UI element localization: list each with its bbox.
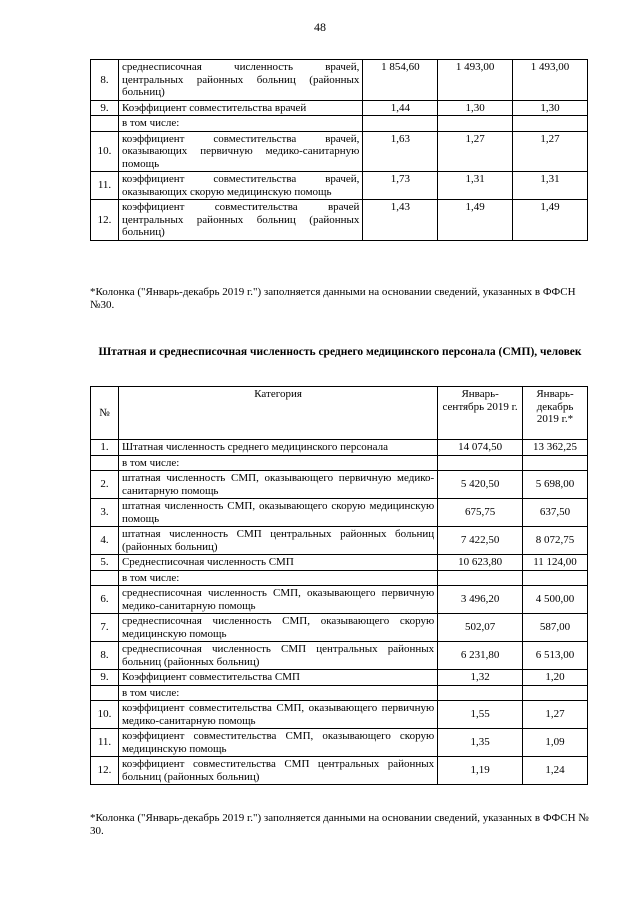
value-cell: 1,24: [523, 757, 588, 785]
value-cell: 1,09: [523, 729, 588, 757]
row-number: 4.: [91, 527, 119, 555]
row-number: 6.: [91, 586, 119, 614]
table-header-row: [91, 387, 588, 440]
value-cell: 6 231,80: [438, 642, 523, 670]
row-label: в том числе:: [118, 570, 437, 586]
table-row: [91, 200, 588, 241]
value-cell: 13 362,25: [523, 440, 588, 456]
nursing-staff-table: [90, 386, 588, 785]
value-cell: 11 124,00: [523, 555, 588, 571]
row-number: 5.: [91, 555, 119, 571]
value-cell: 1,63: [363, 131, 438, 172]
row-label: коэффициент совместительства врачей, оказывающих первичную медико-санитарную помощь: [118, 131, 362, 172]
table-row: [91, 586, 588, 614]
value-cell: [513, 116, 588, 132]
row-number: 8.: [91, 60, 119, 101]
row-number: 8.: [91, 642, 119, 670]
table-row: [91, 499, 588, 527]
value-cell: 1,27: [513, 131, 588, 172]
value-cell: 1,19: [438, 757, 523, 785]
table-row: [91, 116, 588, 132]
footnote-2: *Колонка ("Январь-декабрь 2019 г.") заполняется данными на основании сведений, указанных в ФФСН № 30.: [90, 812, 589, 837]
value-cell: [523, 685, 588, 701]
value-cell: 1,32: [438, 670, 523, 686]
row-label: коэффициент совместительства врачей центральных районных больниц (районных больниц): [118, 200, 362, 241]
table-row: [91, 172, 588, 200]
value-cell: 587,00: [523, 614, 588, 642]
row-label: среднесписочная численность СМП, оказывающего первичную медико-санитарную помощь: [118, 586, 437, 614]
row-number: 10.: [91, 131, 119, 172]
value-cell: 1,55: [438, 701, 523, 729]
table-row: [91, 60, 588, 101]
table-row: [91, 527, 588, 555]
header-col1: Январь-сентябрь 2019 г.: [438, 387, 523, 440]
value-cell: [438, 685, 523, 701]
row-number: 11.: [91, 172, 119, 200]
table-row: [91, 701, 588, 729]
value-cell: 1 854,60: [363, 60, 438, 101]
table-row: [91, 555, 588, 571]
value-cell: [438, 455, 523, 471]
row-label: коэффициент совместительства врачей, оказывающих скорую медицинскую помощь: [118, 172, 362, 200]
value-cell: 1,44: [363, 100, 438, 116]
table-row: [91, 471, 588, 499]
value-cell: 502,07: [438, 614, 523, 642]
row-number: 12.: [91, 757, 119, 785]
physicians-table: [90, 59, 588, 241]
table-row: [91, 440, 588, 456]
value-cell: 3 496,20: [438, 586, 523, 614]
row-number: 11.: [91, 729, 119, 757]
row-number: 3.: [91, 499, 119, 527]
header-col2: Январь-декабрь 2019 г.*: [523, 387, 588, 440]
row-label: коэффициент совместительства СМП, оказывающего скорую медицинскую помощь: [118, 729, 437, 757]
value-cell: 7 422,50: [438, 527, 523, 555]
table-row: [91, 670, 588, 686]
row-label: в том числе:: [118, 455, 437, 471]
value-cell: [523, 570, 588, 586]
row-number: 9.: [91, 670, 119, 686]
value-cell: [363, 116, 438, 132]
value-cell: 1,49: [438, 200, 513, 241]
row-label: коэффициент совместительства СМП центральных районных больниц (районных больниц): [118, 757, 437, 785]
row-label: штатная численность СМП, оказывающего первичную медико-санитарную помощь: [118, 471, 437, 499]
row-number: 7.: [91, 614, 119, 642]
row-number: [91, 455, 119, 471]
value-cell: 1,30: [513, 100, 588, 116]
row-label: в том числе:: [118, 685, 437, 701]
row-number: [91, 685, 119, 701]
value-cell: 1,20: [523, 670, 588, 686]
value-cell: 6 513,00: [523, 642, 588, 670]
value-cell: 5 420,50: [438, 471, 523, 499]
section-heading: Штатная и среднесписочная численность среднего медицинского персонала (СМП), человек: [98, 346, 582, 358]
page-number: 48: [314, 20, 326, 34]
value-cell: 675,75: [438, 499, 523, 527]
row-number: 10.: [91, 701, 119, 729]
value-cell: 1,73: [363, 172, 438, 200]
table-row: [91, 757, 588, 785]
footnote-1: *Колонка ("Январь-декабрь 2019 г.") заполняется данными на основании сведений, указанных в ФФСН №30.: [90, 286, 576, 311]
row-number: 12.: [91, 200, 119, 241]
value-cell: 4 500,00: [523, 586, 588, 614]
table-row: [91, 131, 588, 172]
table-row: [91, 100, 588, 116]
row-label: Коэффициент совместительства врачей: [118, 100, 362, 116]
table-row: [91, 685, 588, 701]
row-label: среднесписочная численность врачей, центральных районных больниц (районных больниц): [118, 60, 362, 101]
value-cell: 1,27: [438, 131, 513, 172]
value-cell: 1,35: [438, 729, 523, 757]
value-cell: [523, 455, 588, 471]
row-label: среднесписочная численность СМП центральных районных больниц (районных больниц): [118, 642, 437, 670]
table-row: [91, 729, 588, 757]
value-cell: 1 493,00: [513, 60, 588, 101]
row-number: 1.: [91, 440, 119, 456]
value-cell: 1 493,00: [438, 60, 513, 101]
value-cell: 1,27: [523, 701, 588, 729]
row-label: штатная численность СМП, оказывающего скорую медицинскую помощь: [118, 499, 437, 527]
value-cell: [438, 116, 513, 132]
table-row: [91, 642, 588, 670]
table-row: [91, 570, 588, 586]
row-label: Коэффициент совместительства СМП: [118, 670, 437, 686]
value-cell: 637,50: [523, 499, 588, 527]
row-number: [91, 116, 119, 132]
value-cell: 1,31: [513, 172, 588, 200]
row-label: среднесписочная численность СМП, оказывающего скорую медицинскую помощь: [118, 614, 437, 642]
value-cell: 1,30: [438, 100, 513, 116]
table-row: [91, 614, 588, 642]
row-label: коэффициент совместительства СМП, оказывающего первичную медико-санитарную помощь: [118, 701, 437, 729]
row-number: [91, 570, 119, 586]
row-label: штатная численность СМП центральных районных больниц (районных больниц): [118, 527, 437, 555]
value-cell: 8 072,75: [523, 527, 588, 555]
value-cell: [438, 570, 523, 586]
row-number: 2.: [91, 471, 119, 499]
value-cell: 1,49: [513, 200, 588, 241]
value-cell: 14 074,50: [438, 440, 523, 456]
row-label: Среднесписочная численность СМП: [118, 555, 437, 571]
value-cell: 1,31: [438, 172, 513, 200]
row-number: 9.: [91, 100, 119, 116]
value-cell: 1,43: [363, 200, 438, 241]
value-cell: 5 698,00: [523, 471, 588, 499]
value-cell: 10 623,80: [438, 555, 523, 571]
row-label: в том числе:: [118, 116, 362, 132]
header-category: Категория: [118, 387, 437, 440]
table-row: [91, 455, 588, 471]
row-label: Штатная численность среднего медицинского персонала: [118, 440, 437, 456]
header-num: №: [91, 387, 119, 440]
